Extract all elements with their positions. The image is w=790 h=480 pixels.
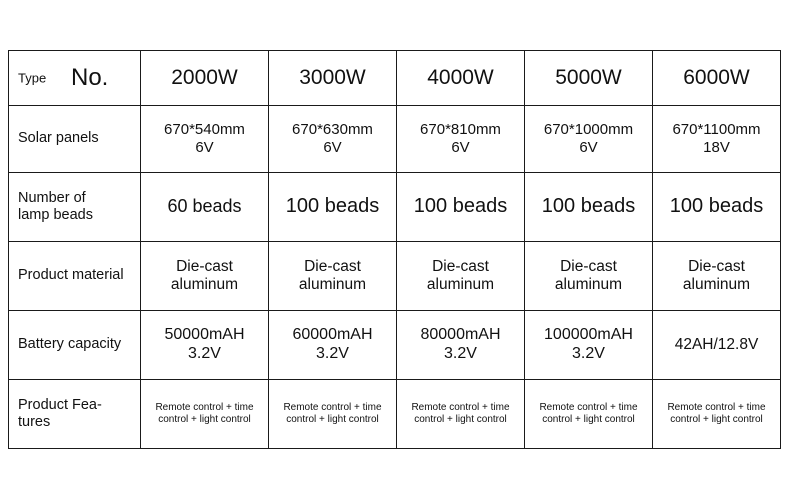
cell-solar-panels-5000w [525, 106, 653, 173]
header-type-no-cell [9, 51, 141, 106]
cell-line1: Die-cast [304, 257, 361, 275]
cell-line1: Remote control + time [667, 402, 766, 414]
header-model-5000w: 5000W [525, 51, 653, 106]
cell-line2: 6V [195, 139, 214, 156]
cell-line2: control + light control [414, 414, 507, 425]
cell-product-features-2000w [141, 380, 269, 449]
row-label-line2: lamp beads [18, 207, 93, 223]
cell-lamp-beads-5000w: 100 beads [525, 173, 653, 242]
table-row-product-material [9, 242, 781, 311]
cell-lamp-beads-2000w: 60 beads [141, 173, 269, 242]
cell-line1: 100000mAH [544, 326, 633, 344]
header-model-3000w: 3000W [269, 51, 397, 106]
table-header-row [9, 51, 781, 106]
cell-product-material-3000w [269, 242, 397, 311]
cell-line2: control + light control [542, 414, 635, 425]
cell-line1: 670*810mm [420, 121, 501, 139]
cell-line1: 670*540mm [164, 121, 245, 139]
cell-solar-panels-6000w [653, 106, 781, 173]
cell-solar-panels-4000w [397, 106, 525, 173]
cell-line2: control + light control [158, 414, 251, 425]
cell-line1: Remote control + time [411, 402, 510, 414]
cell-line2: aluminum [298, 276, 367, 293]
cell-line1: 60000mAH [292, 326, 373, 344]
header-no-label: No. [71, 63, 109, 91]
cell-product-material-6000w [653, 242, 781, 311]
cell-line2: 6V [451, 139, 470, 156]
row-label-lamp-beads [9, 173, 141, 242]
row-label-product-material: Product material [9, 242, 141, 311]
cell-line2: aluminum [682, 276, 751, 293]
cell-line1: 670*1100mm [672, 121, 761, 139]
header-model-4000w: 4000W [397, 51, 525, 106]
cell-battery-capacity-4000w [397, 311, 525, 380]
cell-line1: Remote control + time [155, 402, 254, 414]
cell-battery-capacity-6000w [653, 311, 781, 380]
cell-product-material-5000w [525, 242, 653, 311]
table-row-battery-capacity [9, 311, 781, 380]
cell-line1: 670*630mm [292, 121, 373, 139]
table-row-product-features [9, 380, 781, 449]
cell-product-material-4000w [397, 242, 525, 311]
cell-lamp-beads-4000w: 100 beads [397, 173, 525, 242]
cell-line2: 6V [579, 139, 598, 156]
cell-line2: 3.2V [188, 345, 221, 362]
cell-line1: 50000mAH [164, 326, 245, 344]
cell-product-features-6000w [653, 380, 781, 449]
cell-line2: aluminum [426, 276, 495, 293]
cell-product-features-5000w [525, 380, 653, 449]
row-label-line1: Product Fea- [18, 396, 102, 413]
specification-table [8, 50, 781, 449]
cell-lamp-beads-3000w: 100 beads [269, 173, 397, 242]
row-label-solar-panels: Solar panels [9, 106, 141, 173]
cell-battery-capacity-2000w [141, 311, 269, 380]
cell-line1: Die-cast [560, 257, 617, 275]
cell-line1: 670*1000mm [543, 121, 634, 139]
table-row-solar-panels [9, 106, 781, 173]
cell-line2: control + light control [286, 414, 379, 425]
row-label-line2: tures [18, 414, 51, 430]
cell-product-material-2000w [141, 242, 269, 311]
cell-line2: 3.2V [572, 345, 605, 362]
row-label-battery-capacity: Battery capacity [9, 311, 141, 380]
cell-solar-panels-3000w [269, 106, 397, 173]
cell-line1: Die-cast [176, 257, 233, 275]
cell-lamp-beads-6000w: 100 beads [653, 173, 781, 242]
header-model-6000w: 6000W [653, 51, 781, 106]
cell-line2: control + light control [670, 414, 763, 425]
row-label-line1: Number of [18, 189, 86, 206]
cell-battery-capacity-5000w [525, 311, 653, 380]
header-type-label: Type [18, 70, 47, 86]
cell-battery-capacity-3000w [269, 311, 397, 380]
row-label-product-features [9, 380, 141, 449]
cell-line1: 42AH/12.8V [674, 335, 759, 353]
cell-line2: 18V [703, 139, 730, 156]
cell-line1: Die-cast [688, 257, 745, 275]
cell-line1: 80000mAH [420, 326, 501, 344]
table-row-lamp-beads [9, 173, 781, 242]
cell-line2: 3.2V [444, 345, 477, 362]
cell-product-features-4000w [397, 380, 525, 449]
cell-line1: Die-cast [432, 257, 489, 275]
cell-line2: 3.2V [316, 345, 349, 362]
cell-line1: Remote control + time [283, 402, 382, 414]
cell-line2: 6V [323, 139, 342, 156]
header-model-2000w: 2000W [141, 51, 269, 106]
cell-product-features-3000w [269, 380, 397, 449]
cell-line2: aluminum [554, 276, 623, 293]
cell-line2: aluminum [170, 276, 239, 293]
cell-solar-panels-2000w [141, 106, 269, 173]
cell-line1: Remote control + time [539, 402, 638, 414]
